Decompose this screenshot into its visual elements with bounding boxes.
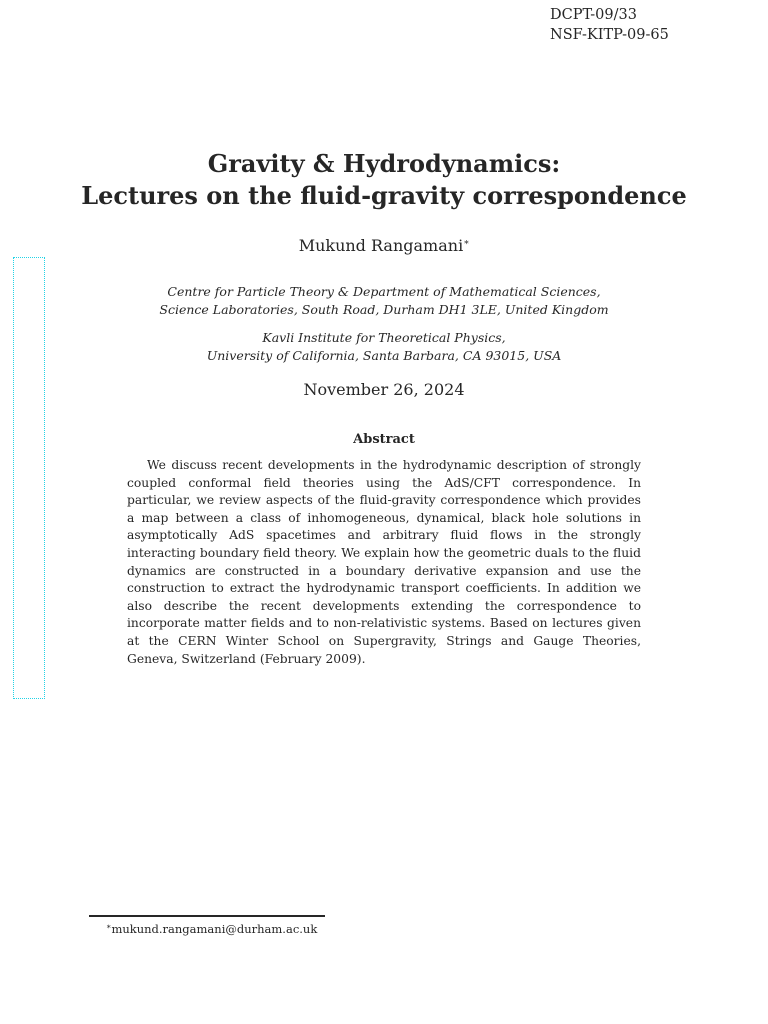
link-highlight-box[interactable]: [13, 257, 45, 699]
affiliation-durham: [0, 283, 768, 319]
footnote: [106, 919, 317, 937]
preprint-number-dcpt: DCPT-09/33: [550, 7, 637, 23]
author-email-link[interactable]: mukund.rangamani@durham.ac.uk: [111, 922, 318, 936]
author: [0, 233, 768, 256]
affiliation-line: Science Laboratories, South Road, Durham DH1 3LE, United Kingdom: [159, 302, 609, 317]
footnote-rule: [89, 915, 325, 917]
paper-date: November 26, 2024: [303, 380, 465, 399]
title-line-2: Lectures on the fluid-gravity correspondence: [81, 181, 687, 210]
affiliation-line: Centre for Particle Theory & Department of Mathematical Sciences,: [167, 284, 601, 299]
affiliation-kitp: [0, 329, 768, 365]
affiliation-line: Kavli Institute for Theoretical Physics,: [262, 330, 506, 345]
author-name: Mukund Rangamani: [298, 236, 464, 255]
abstract-body: We discuss recent developments in the hydrodynamic description of strongly coupled conformal field theories using the AdS/CFT correspondence. In particular, we review aspects of the fluid-gravity correspondence which provides a map between a class of inhomogeneous, dynamical, black hole solutions in asymptotically AdS spacetimes and arbitrary fluid flows in the strongly interacting boundary field theory. We explain how the geometric duals to the fluid dynamics are constructed in a boundary derivative expansion and use the construction to extract the hydrodynamic transport coefficients. In addition we also describe the recent developments extending the correspondence to incorporate matter fields and to non-relativistic systems. Based on lectures given at the CERN Winter School on Supergravity, Strings and Gauge Theories, Geneva, Switzerland (February 2009).: [127, 458, 641, 666]
preprint-numbers: [550, 5, 669, 45]
preprint-number-kitp: NSF-KITP-09-65: [550, 27, 669, 43]
title-line-1: Gravity & Hydrodynamics:: [207, 149, 561, 178]
affiliation-line: University of California, Santa Barbara, CA 93015, USA: [206, 348, 562, 363]
paper-title: [0, 148, 768, 212]
footnote-mark: ∗: [106, 922, 112, 931]
abstract-heading: Abstract: [353, 432, 415, 447]
author-footnote-mark: ∗: [463, 238, 470, 248]
